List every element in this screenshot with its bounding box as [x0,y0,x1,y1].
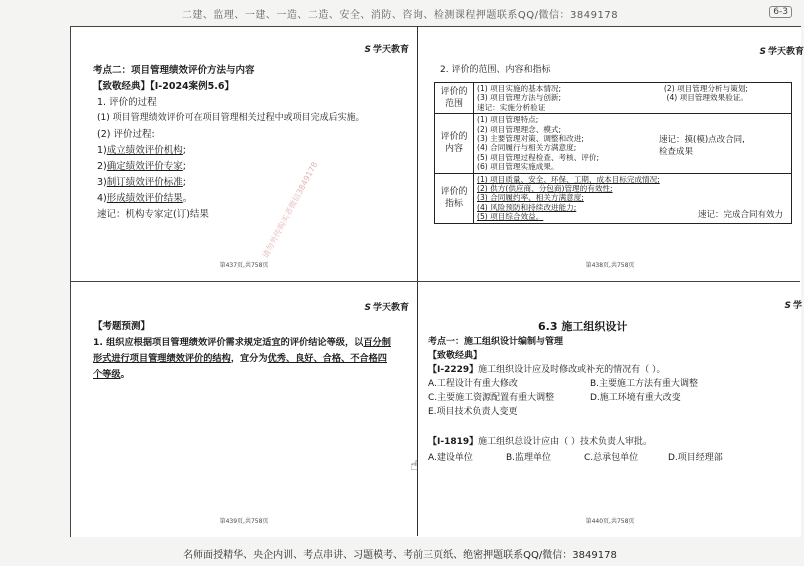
step-2-text: 确定绩效评价专家 [106,161,183,172]
forecast-underline-4: 个等级 [93,369,121,380]
memo-line: 速记：机构专家定(订)结果 [97,209,209,220]
hand-cursor-icon: ☝ [410,458,419,474]
question-2-option-c: C.总承包单位 [584,453,639,463]
horizontal-divider [70,281,800,282]
step-3-punct: ; [182,177,186,188]
brand-mark: S [759,47,766,57]
process-heading: 1. 评价的过程 [97,97,157,108]
step-2 [97,160,186,173]
step-3-text: 制订绩效评价标准 [106,177,183,188]
forecast-line-3 [93,368,130,381]
brand-logo [365,42,410,55]
step-1 [97,144,186,157]
section-title: 考点二：项目管理绩效评价方法与内容 [93,65,255,76]
question-2-stem [428,436,652,449]
step-2-num: 2) [97,161,107,172]
question-2-option-a: A.建设单位 [428,453,473,463]
question-1-option-c: C.主要施工资源配置有重大调整 [428,393,555,403]
brand-name: 学天教育 [372,45,409,55]
forecast-text-3: 。 [120,369,130,380]
step-1-punct: ; [182,145,186,156]
process-subheading: (2) 评价过程: [97,129,155,140]
index-memo: 速记：完成合同有效力 [697,210,783,221]
process-note: (1) 项目管理绩效评价可在项目管理相关过程中或项目完成后实施。 [97,113,365,123]
criteria-title: 2. 评价的范围、内容和指标 [440,65,551,75]
brand-mark: S [364,45,371,55]
content-item-2: (2) 项目管理理念、模式; [477,124,562,134]
brand-logo [365,300,410,313]
brand-logo [785,298,803,311]
question-2-option-b: B.监理单位 [506,453,552,463]
forecast-line-1 [93,336,391,349]
step-1-text: 成立绩效评价机构 [106,145,183,156]
section-heading: 6.3 施工组织设计 [538,320,628,333]
index-item-3: (3) 合同履约率、相关方满意度; [477,193,584,203]
criteria-table [434,82,792,224]
index-item-5: (5) 项目综合效益。 [477,212,544,222]
page-number: 第440页,共758页 [585,518,635,525]
question-2-text: 施工组织总设计应由（ ）技术负责人审批。 [478,437,653,447]
page-number: 第438页,共758页 [585,262,635,269]
point-title: 考点一：施工组织设计编制与管理 [428,337,564,347]
content-item-1: (1) 项目管理特点; [477,115,539,125]
question-1-text: 施工组织设计应及时修改或补充的情况有（ ）。 [478,365,666,375]
classic-tag: 【致敬经典】【Ⅰ-2024案例5.6】 [93,81,234,92]
scope-cell [474,83,792,114]
step-1-num: 1) [97,145,107,156]
step-4 [97,192,192,205]
brand-mark: S [784,301,791,311]
scope-item-2: (2) 项目管理分析与策划; [663,84,748,93]
content-memo-line-1: 速记：摸(模)点改合同, [659,135,745,146]
step-3-num: 3) [97,177,107,188]
corner-tag: 6-3 [769,6,792,18]
page-439 [75,286,413,532]
brand-name: 学天教育 [767,47,804,57]
scope-row [435,83,792,114]
page-number: 第437页,共758页 [219,262,269,269]
content-item-6: (6) 项目管理实施成果。 [477,162,559,172]
step-4-num: 4) [97,193,107,204]
content-label: 评价的内容 [435,114,474,173]
forecast-text-2: ，宜分为 [230,353,268,364]
step-4-punct: 。 [182,193,193,204]
brand-logo [760,44,804,57]
index-item-4: (4) 风险预防和持续改进能力; [477,202,577,212]
classic-tag: 【致敬经典】 [428,351,483,361]
forecast-text-1: 1. 组织应根据项目管理绩效评价需求规定适宜的评价结论等级，以 [93,337,364,348]
page-number: 第439页,共758页 [219,518,269,525]
forecast-line-2 [93,352,387,365]
index-item-1: (1) 项目质量、安全、环保、工期、成本目标完成情况; [477,174,660,184]
header-text: 二建、监理、一建、一造、二造、安全、消防、咨询、检测课程押题联系QQ/微信：3849178 [181,10,619,21]
step-3 [97,176,186,189]
content-item-3: (3) 主要管理对策、调整和改进; [477,134,584,144]
scope-item-3: (3) 项目管理方法与创新; [477,93,562,103]
page-437 [75,30,413,278]
content-item-4: (4) 合同履行与相关方满意度; [477,143,577,153]
watermark: 请勿外传购买者微信3849178 [260,160,320,260]
content-item-5: (5) 项目管理过程检查、考核、评价; [477,152,600,162]
content-memo-line-2: 检查成果 [659,147,694,158]
brand-name-partial: 学 [792,301,802,311]
question-2-code: 【Ⅰ-1819】 [428,437,479,447]
question-1-stem [428,364,666,377]
step-2-punct: ; [182,161,186,172]
content-memo [659,134,745,158]
brand-mark: S [364,303,371,313]
question-2-option-d: D.项目经理部 [668,453,723,463]
forecast-underline-2: 形式进行项目管理绩效评价的结构 [93,353,231,364]
index-label: 评价的指标 [435,173,474,223]
brand-name: 学天教育 [372,303,409,313]
scope-label: 评价的范围 [435,83,474,114]
forecast-underline-3: 优秀、良好、合格、不合格四 [267,353,387,364]
forecast-underline-1: 百分制 [363,337,391,348]
step-4-text: 形成绩效评价结果 [106,193,183,204]
page-440 [422,286,802,532]
content-row [435,114,792,173]
question-1-option-e: E.项目技术负责人变更 [428,407,518,417]
question-1-option-b: B.主要施工方法有重大调整 [590,379,699,389]
scope-item-4: (4) 项目管理效果验证。 [666,93,748,103]
question-1-option-d: D.施工环境有重大改变 [590,393,681,403]
index-item-2: (2) 供方(供应商、分包商)管理的有效性; [477,184,613,194]
question-1-option-a: A.工程设计有重大修改 [428,379,518,389]
page-438 [422,30,804,278]
index-row [435,173,792,223]
question-1-code: 【Ⅰ-2229】 [428,365,479,375]
scope-item-1: (1) 项目实施的基本情况; [477,84,562,93]
scope-memo: 速记：实施分析验证 [477,102,546,112]
index-cell [474,173,792,223]
content-cell [474,114,792,173]
forecast-title: 【考题预测】 [93,321,151,332]
footer-text: 名师面授精华、央企内训、考点串讲、习题模考、考前三页纸、绝密押题联系QQ/微信：3849178 [183,550,617,561]
